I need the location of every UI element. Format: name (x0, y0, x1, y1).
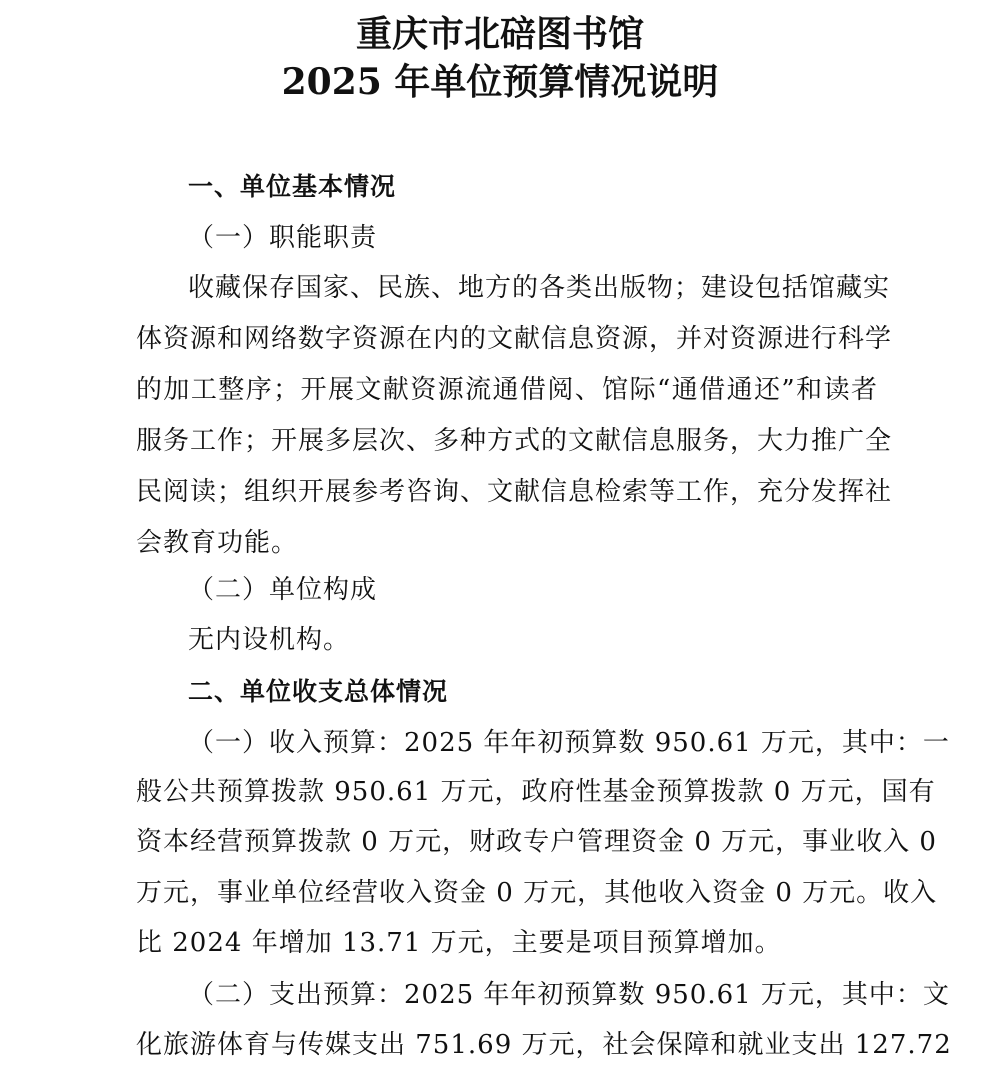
paragraph-line: 比 2024 年增加 13.71 万元，主要是项目预算增加。 (136, 928, 782, 958)
paragraph-line: 民阅读；组织开展参考咨询、文献信息检索等工作，充分发挥社 (136, 477, 893, 507)
subsection-heading-structure: （二）单位构成 (188, 575, 378, 605)
paragraph-line: 无内设机构。 (188, 625, 351, 655)
subsection-heading-functions: （一）职能职责 (188, 223, 378, 253)
paragraph-line: 般公共预算拨款 950.61 万元，政府性基金预算拨款 0 万元，国有 (136, 777, 936, 807)
paragraph-line: 体资源和网络数字资源在内的文献信息资源，并对资源进行科学 (136, 324, 893, 354)
paragraph-line: 化旅游体育与传媒支出 751.69 万元，社会保障和就业支出 127.72 (136, 1030, 952, 1060)
paragraph-line: 的加工整序；开展文献资源流通借阅、馆际“通借通还”和读者 (136, 375, 878, 405)
paragraph-line: 收藏保存国家、民族、地方的各类出版物；建设包括馆藏实 (188, 273, 891, 303)
paragraph-line: 资本经营预算拨款 0 万元，财政专户管理资金 0 万元，事业收入 0 (136, 827, 937, 857)
section-heading-budget-overview: 二、单位收支总体情况 (188, 677, 449, 706)
paragraph-line: 服务工作；开展多层次、多种方式的文献信息服务，大力推广全 (136, 426, 893, 456)
paragraph-line: 万元，事业单位经营收入资金 0 万元，其他收入资金 0 万元。收入 (136, 878, 938, 908)
paragraph-line: （二）支出预算：2025 年年初预算数 950.61 万元，其中：文 (188, 980, 950, 1010)
document-title-line2: 2025 年单位预算情况说明 (281, 61, 719, 103)
section-heading-basic-info: 一、单位基本情况 (188, 172, 397, 201)
paragraph-line: （一）收入预算：2025 年年初预算数 950.61 万元，其中：一 (188, 728, 950, 758)
document-title-line1: 重庆市北碚图书馆 (355, 13, 644, 55)
paragraph-line: 会教育功能。 (136, 528, 299, 558)
